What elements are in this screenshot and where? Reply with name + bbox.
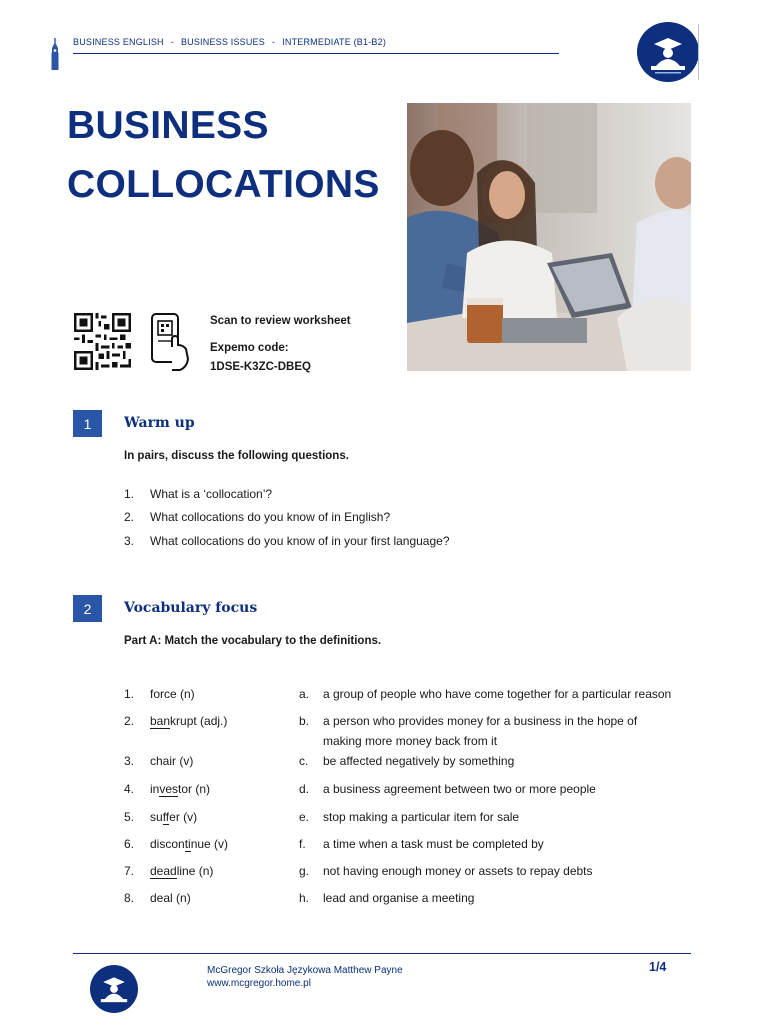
- vocab-word: investor (n): [150, 782, 211, 796]
- vocab-word: deal (n): [150, 891, 191, 905]
- vocab-definition: a person who provides money for a business in the hope of making more money back from it: [323, 714, 638, 748]
- vocab-definition: a time when a task must be completed by: [323, 837, 544, 851]
- vocab-word: discontinue (v): [150, 837, 229, 851]
- page-title: [67, 96, 380, 214]
- list-item: 1. What is a ‘collocation’?: [124, 487, 273, 501]
- vocab-definition: stop making a particular item for sale: [323, 810, 520, 824]
- qr-code-icon[interactable]: [73, 313, 132, 370]
- vocab-word: force (n): [150, 687, 195, 701]
- vocab-definition: a group of people who have come together for a particular reason: [323, 687, 672, 701]
- vocab-word: chair (v): [150, 754, 194, 768]
- vocab-word: bankrupt (adj.): [150, 714, 228, 728]
- header-divider: [73, 53, 559, 54]
- vocab-word: suffer (v): [150, 810, 198, 824]
- business-meeting-photo: [407, 103, 691, 371]
- school-url[interactable]: www.mcgregor.home.pl: [207, 978, 311, 989]
- list-item: 2. What collocations do you know of in English?: [124, 510, 391, 524]
- logo-divider: [698, 24, 699, 80]
- mcgregor-logo: [90, 965, 138, 1013]
- breadcrumb-separator: -: [170, 37, 174, 47]
- vocab-word: deadline (n): [150, 864, 214, 878]
- page-number: 1/4: [649, 960, 667, 974]
- title-line: BUSINESS: [67, 104, 269, 147]
- school-name: McGregor Szkoła Językowa Matthew Payne: [207, 965, 403, 976]
- tower-icon: [50, 38, 60, 70]
- scan-info: [210, 312, 351, 377]
- footer-divider: [73, 953, 691, 954]
- scan-label: Scan to review worksheet: [210, 315, 351, 327]
- footer-info: [207, 964, 403, 990]
- vocab-definition: lead and organise a meeting: [323, 891, 475, 905]
- vocab-definition: be affected negatively by something: [323, 754, 515, 768]
- breadcrumb-item: BUSINESS ENGLISH: [73, 37, 164, 47]
- section-number: 1: [73, 410, 102, 437]
- section-instruction: Part A: Match the vocabulary to the definitions.: [124, 635, 382, 647]
- phone-scan-icon: [150, 313, 190, 371]
- breadcrumb-item: INTERMEDIATE (B1-B2): [282, 37, 387, 47]
- section-title: Warm up: [124, 415, 195, 431]
- mcgregor-logo: [637, 22, 699, 82]
- breadcrumb-item: BUSINESS ISSUES: [180, 37, 265, 47]
- section-title: Vocabulary focus: [124, 600, 258, 616]
- section-instruction: In pairs, discuss the following questions.: [124, 450, 349, 462]
- expemo-code-label: Expemo code:: [210, 342, 289, 354]
- expemo-code: 1DSE-K3ZC-DBEQ: [210, 361, 311, 373]
- breadcrumb: [73, 37, 386, 47]
- vocab-definition: a business agreement between two or more people: [323, 782, 596, 796]
- section-number: 2: [73, 595, 102, 622]
- title-line: COLLOCATIONS: [67, 163, 380, 206]
- list-item: 3. What collocations do you know of in your first language?: [124, 534, 450, 548]
- vocab-definition: not having enough money or assets to repay debts: [323, 864, 593, 878]
- breadcrumb-separator: -: [271, 37, 276, 47]
